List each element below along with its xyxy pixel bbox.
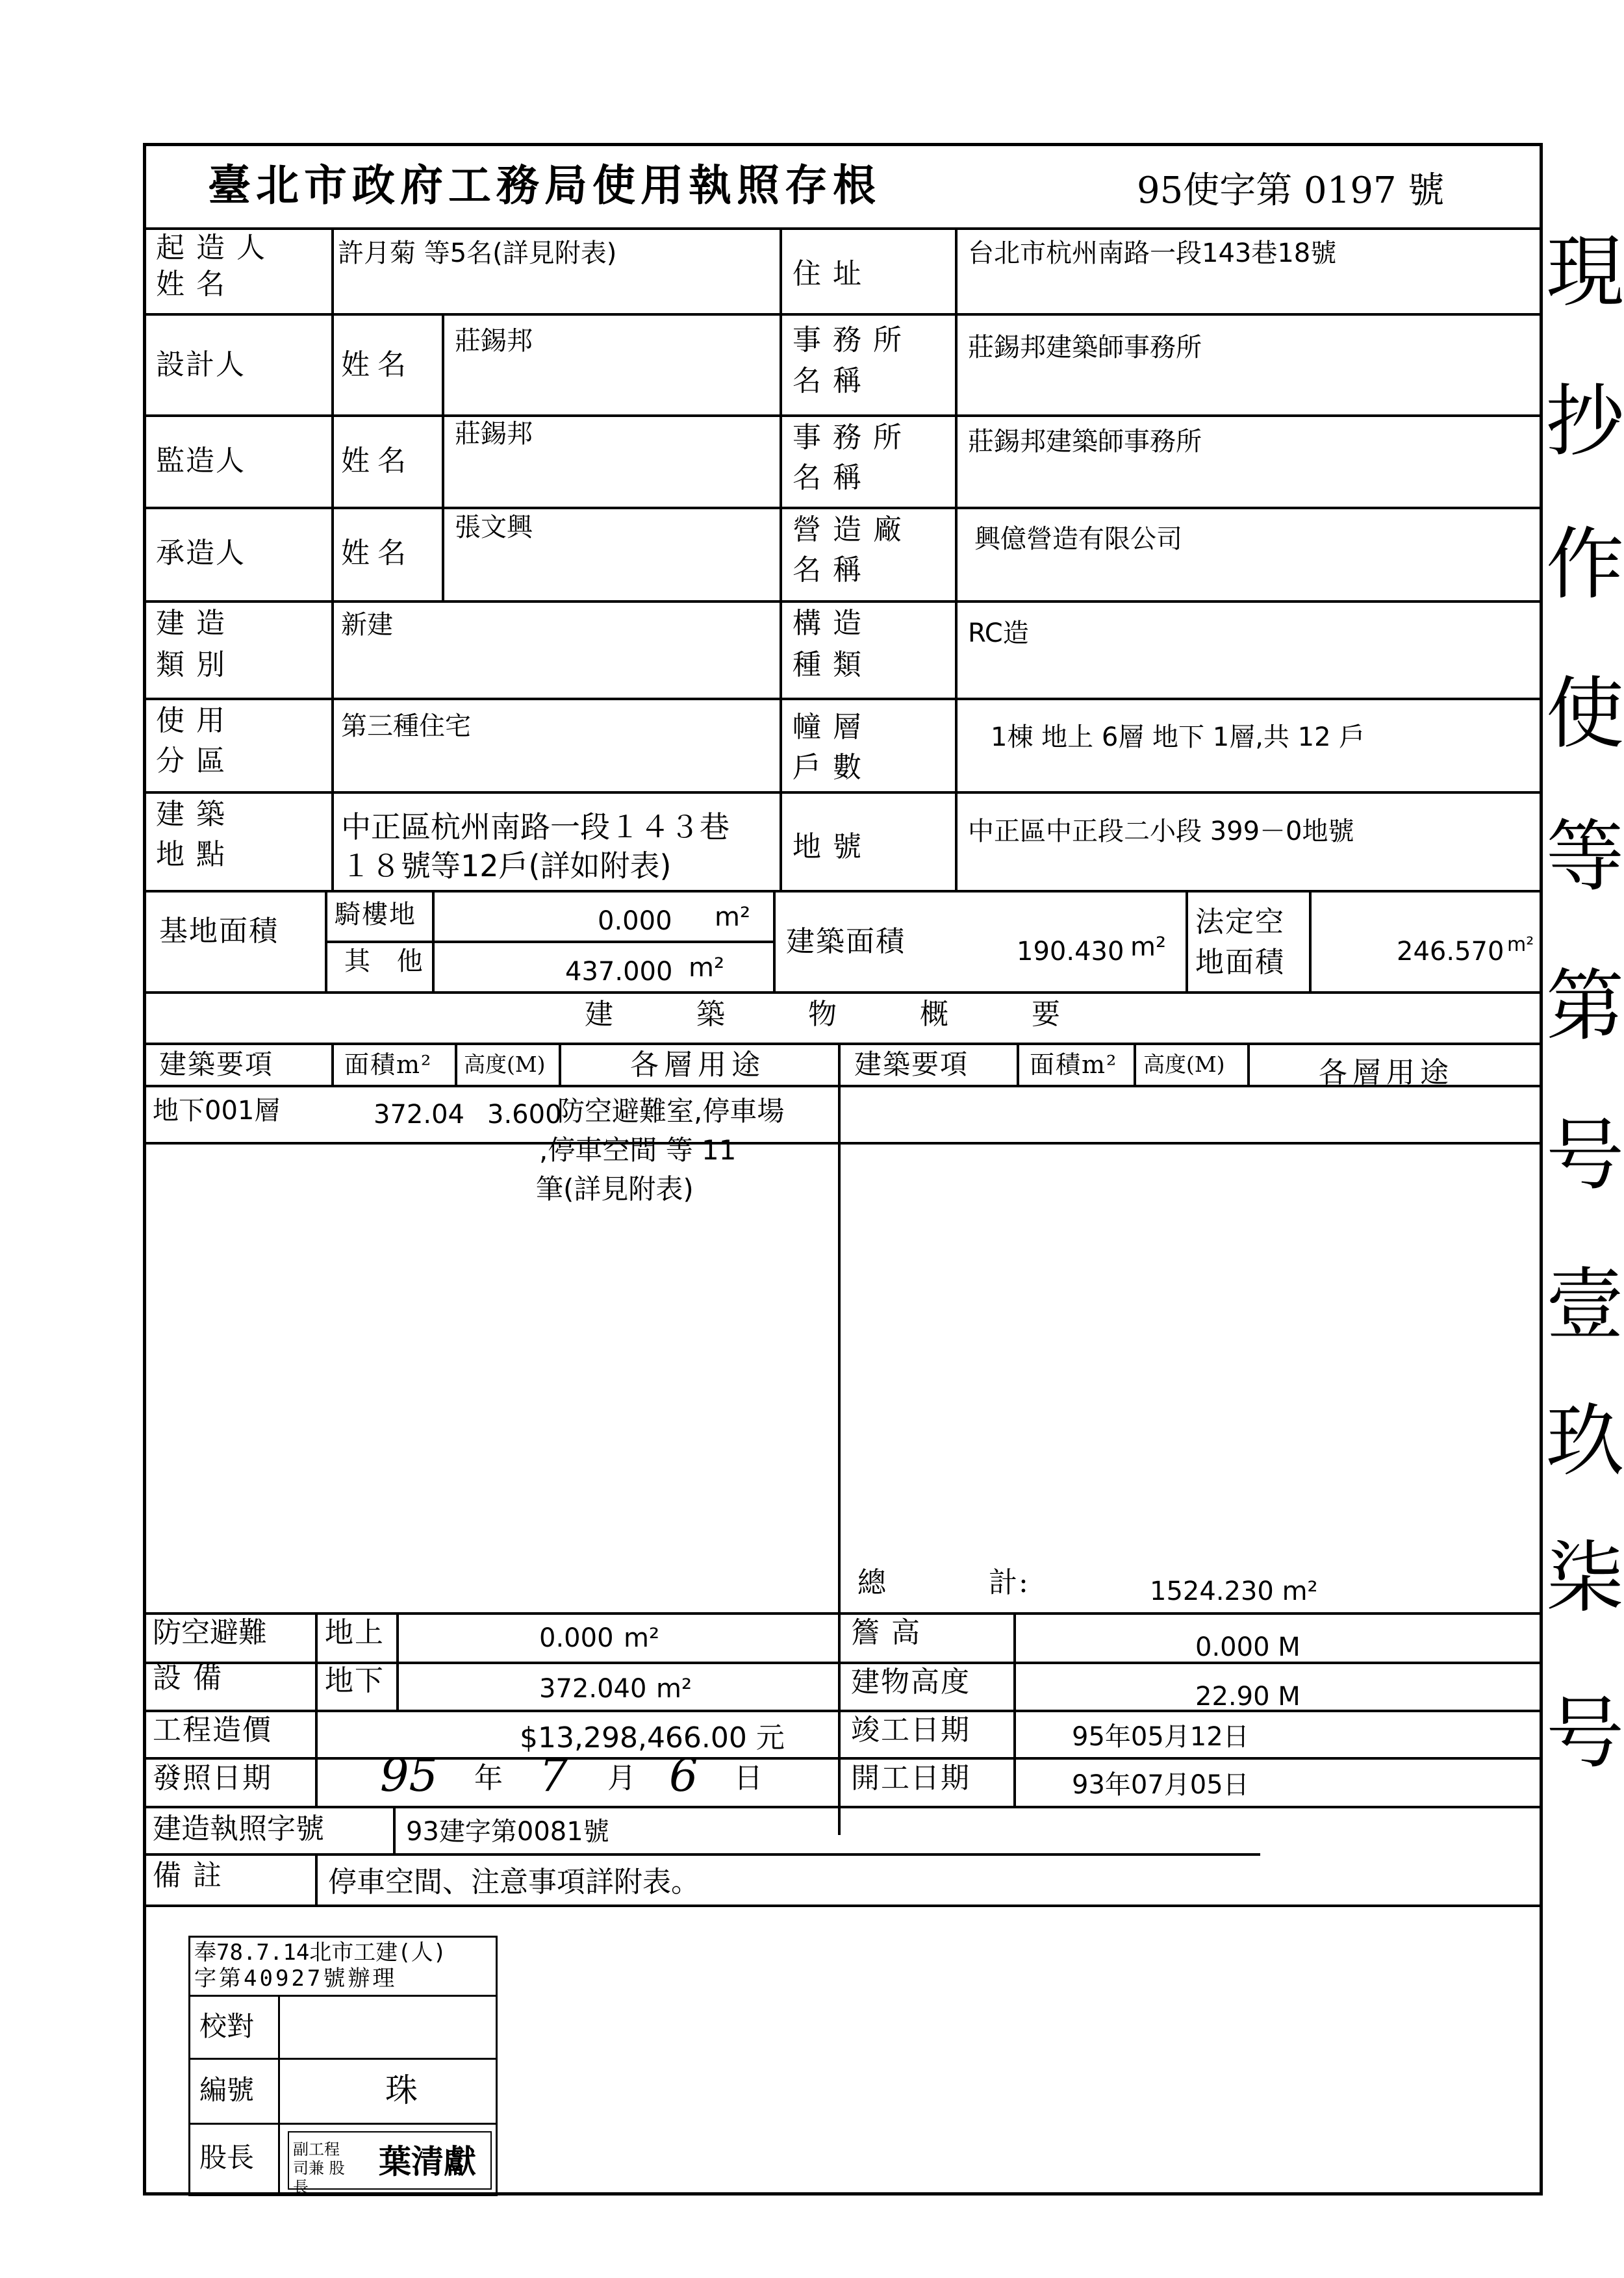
cost-label: 工程造價 bbox=[153, 1714, 272, 1747]
building-area-value: 190.430 bbox=[1017, 937, 1124, 967]
supervisor-office: 莊錫邦建築師事務所 bbox=[968, 427, 1202, 457]
designer-role: 設計人 bbox=[156, 348, 246, 381]
build-type-label-1: 建 造 bbox=[156, 607, 226, 640]
supervisor-office-label-1: 事 務 所 bbox=[793, 421, 903, 454]
side-stamp-char: 抄 bbox=[1546, 377, 1624, 467]
remarks-value: 停車空間、注意事項詳附表。 bbox=[328, 1866, 700, 1899]
contractor-company-label-1: 營 造 廠 bbox=[793, 513, 903, 546]
overview-row-area: 372.04 bbox=[374, 1100, 464, 1130]
side-stamp-char: 玖 bbox=[1546, 1397, 1624, 1487]
side-stamp-char: 壹 bbox=[1546, 1260, 1624, 1350]
side-stamp-char: 使 bbox=[1546, 669, 1624, 759]
overview-header-height-2: 高度(M) bbox=[1143, 1052, 1225, 1077]
stamp-chief-sub: 副工程司兼 股 長 bbox=[293, 2140, 345, 2196]
arcade-label: 騎樓地 bbox=[335, 900, 416, 930]
site-area-label: 基地面積 bbox=[159, 915, 279, 948]
shelter-below-label: 地下 bbox=[325, 1664, 385, 1697]
side-stamp-char: 現 bbox=[1546, 227, 1624, 318]
shelter-label-2: 設 備 bbox=[153, 1662, 223, 1695]
issue-date-month-unit: 月 bbox=[607, 1762, 637, 1795]
remarks-label: 備 註 bbox=[153, 1859, 223, 1892]
stamp-chief-label: 股長 bbox=[199, 2142, 255, 2173]
structure-label-2: 種 類 bbox=[793, 648, 863, 681]
designer-name-label: 姓名 bbox=[341, 348, 414, 381]
overview-header-item: 建築要項 bbox=[159, 1048, 274, 1080]
issue-date-label: 發照日期 bbox=[153, 1762, 272, 1795]
zoning-label-1: 使 用 bbox=[156, 704, 226, 737]
side-stamp-char: 号 bbox=[1546, 1111, 1624, 1201]
units-label-1: 幢 層 bbox=[793, 711, 863, 744]
designer-office-label-2: 名 稱 bbox=[793, 364, 863, 398]
units-value: 1棟 地上 6層 地下 1層,共 12 戶 bbox=[991, 722, 1365, 752]
side-stamp-column bbox=[1546, 227, 1624, 1793]
other-value: 437.000 bbox=[565, 957, 673, 987]
shelter-label-1: 防空避難 bbox=[153, 1616, 267, 1649]
side-stamp-char: 号 bbox=[1546, 1689, 1624, 1779]
overview-header-area-2: 面積m² bbox=[1030, 1050, 1118, 1079]
start-date-value: 93年07月05日 bbox=[1072, 1770, 1249, 1800]
overview-section-title: 建 築 物 概 要 bbox=[585, 998, 1061, 1031]
overview-row-item: 地下001層 bbox=[153, 1096, 281, 1126]
other-unit: m² bbox=[689, 953, 724, 983]
location-value-1: 中正區杭州南路一段１４３巷 bbox=[341, 809, 730, 844]
issue-date-month: 7 bbox=[539, 1749, 568, 1802]
overview-row-usage-2: ,停車空間 等 11 bbox=[539, 1134, 737, 1166]
shelter-above-label: 地上 bbox=[325, 1616, 385, 1649]
completion-value: 95年05月12日 bbox=[1072, 1722, 1249, 1752]
applicant-name: 許月菊 等5名(詳見附表) bbox=[338, 238, 617, 268]
permit-stub-form bbox=[143, 143, 1543, 2196]
issue-date-day-unit: 日 bbox=[734, 1762, 764, 1795]
total-label: 總 計: bbox=[857, 1566, 1030, 1599]
legal-open-unit: m² bbox=[1507, 933, 1534, 956]
permit-number: 95使字第 0197 號 bbox=[1137, 170, 1445, 212]
build-permit-label: 建造執照字號 bbox=[153, 1812, 324, 1845]
overview-row-height: 3.600 bbox=[487, 1100, 562, 1130]
location-value-2: １８號等12戶(詳如附表) bbox=[341, 848, 672, 883]
contractor-name-label: 姓名 bbox=[341, 537, 414, 570]
building-area-unit: m² bbox=[1130, 932, 1166, 962]
issue-date-year: 95 bbox=[380, 1749, 438, 1802]
building-area-label: 建築面積 bbox=[786, 925, 906, 958]
side-stamp-char: 第 bbox=[1546, 961, 1624, 1052]
overview-row-usage-3: 筆(詳見附表) bbox=[536, 1173, 694, 1205]
start-date-label: 開工日期 bbox=[851, 1762, 971, 1795]
supervisor-office-label-2: 名 稱 bbox=[793, 461, 863, 494]
applicant-label-2: 姓 名 bbox=[156, 268, 226, 301]
contractor-name: 張文興 bbox=[455, 513, 533, 542]
build-permit-value: 93建字第0081號 bbox=[406, 1817, 609, 1847]
stamp-number-value: 珠 bbox=[385, 2071, 418, 2109]
zoning-label-2: 分 區 bbox=[156, 744, 226, 778]
supervisor-name: 莊錫邦 bbox=[455, 419, 533, 449]
building-height-label: 建物高度 bbox=[851, 1665, 971, 1699]
side-stamp-char: 柒 bbox=[1546, 1533, 1624, 1623]
arcade-unit: m² bbox=[715, 902, 750, 932]
zoning-value: 第三種住宅 bbox=[341, 711, 471, 741]
stamp-check-label: 校對 bbox=[199, 2010, 255, 2042]
legal-open-value: 246.570 bbox=[1397, 937, 1504, 967]
units-label-2: 戶 數 bbox=[793, 751, 863, 784]
designer-office-label-1: 事 務 所 bbox=[793, 323, 903, 357]
other-label: 其 他 bbox=[344, 946, 432, 976]
overview-header-height: 高度(M) bbox=[464, 1052, 546, 1077]
lot-label: 地 號 bbox=[793, 830, 863, 863]
completion-label: 竣工日期 bbox=[851, 1714, 971, 1747]
stamp-number-label: 編號 bbox=[199, 2074, 255, 2106]
issue-date-year-unit: 年 bbox=[474, 1762, 504, 1795]
eave-label: 簷 高 bbox=[851, 1616, 921, 1649]
legal-open-label-2: 地面積 bbox=[1195, 946, 1285, 979]
structure-value: RC造 bbox=[968, 618, 1029, 648]
stamp-chief-name: 葉清獻 bbox=[379, 2142, 476, 2181]
build-type-value: 新建 bbox=[341, 610, 393, 640]
lot-value: 中正區中正段二小段 399－0地號 bbox=[968, 816, 1354, 846]
arcade-value: 0.000 bbox=[598, 906, 672, 936]
supervisor-role: 監造人 bbox=[156, 444, 246, 477]
overview-header-usage: 各層用途 bbox=[630, 1048, 765, 1082]
overview-header-item-2: 建築要項 bbox=[854, 1048, 969, 1080]
designer-office: 莊錫邦建築師事務所 bbox=[968, 333, 1202, 362]
building-height-value: 22.90 M bbox=[1195, 1682, 1300, 1712]
cost-value: $13,298,466.00 元 bbox=[520, 1721, 785, 1754]
address-value: 台北市杭州南路一段143巷18號 bbox=[968, 238, 1337, 268]
location-label-1: 建 築 bbox=[156, 798, 226, 831]
form-title: 臺北市政府工務局使用執照存根 bbox=[208, 160, 881, 210]
location-label-2: 地 點 bbox=[156, 838, 226, 871]
designer-name: 莊錫邦 bbox=[455, 326, 533, 356]
issue-date-day: 6 bbox=[669, 1749, 698, 1802]
overview-header-area: 面積m² bbox=[344, 1050, 433, 1079]
address-label: 住 址 bbox=[793, 257, 863, 290]
contractor-company: 興億營造有限公司 bbox=[974, 524, 1182, 554]
applicant-label-1: 起 造 人 bbox=[156, 231, 266, 264]
overview-row-usage-1: 防空避難室,停車場 bbox=[557, 1095, 785, 1127]
shelter-below-value: 372.040 bbox=[539, 1674, 647, 1704]
shelter-above-value: 0.000 bbox=[539, 1623, 614, 1653]
eave-value: 0.000 M bbox=[1195, 1632, 1300, 1662]
structure-label-1: 構 造 bbox=[793, 607, 863, 640]
overview-header-usage-2: 各層用途 bbox=[1319, 1056, 1454, 1089]
total-value: 1524.230 m² bbox=[1150, 1576, 1318, 1606]
side-stamp-char: 等 bbox=[1546, 812, 1624, 902]
contractor-role: 承造人 bbox=[156, 537, 246, 570]
stamp-line-1: 奉78.7.14北市工建(人) bbox=[194, 1940, 447, 1966]
shelter-below-unit: m² bbox=[656, 1674, 692, 1704]
supervisor-name-label: 姓名 bbox=[341, 444, 414, 477]
side-stamp-char: 作 bbox=[1546, 520, 1624, 610]
contractor-company-label-2: 名 稱 bbox=[793, 553, 863, 587]
shelter-above-unit: m² bbox=[624, 1623, 659, 1653]
stamp-line-2: 字第40927號辦理 bbox=[194, 1966, 398, 1992]
review-stamp bbox=[188, 1936, 498, 2196]
legal-open-label-1: 法定空 bbox=[1195, 905, 1285, 939]
build-type-label-2: 類 別 bbox=[156, 648, 226, 681]
